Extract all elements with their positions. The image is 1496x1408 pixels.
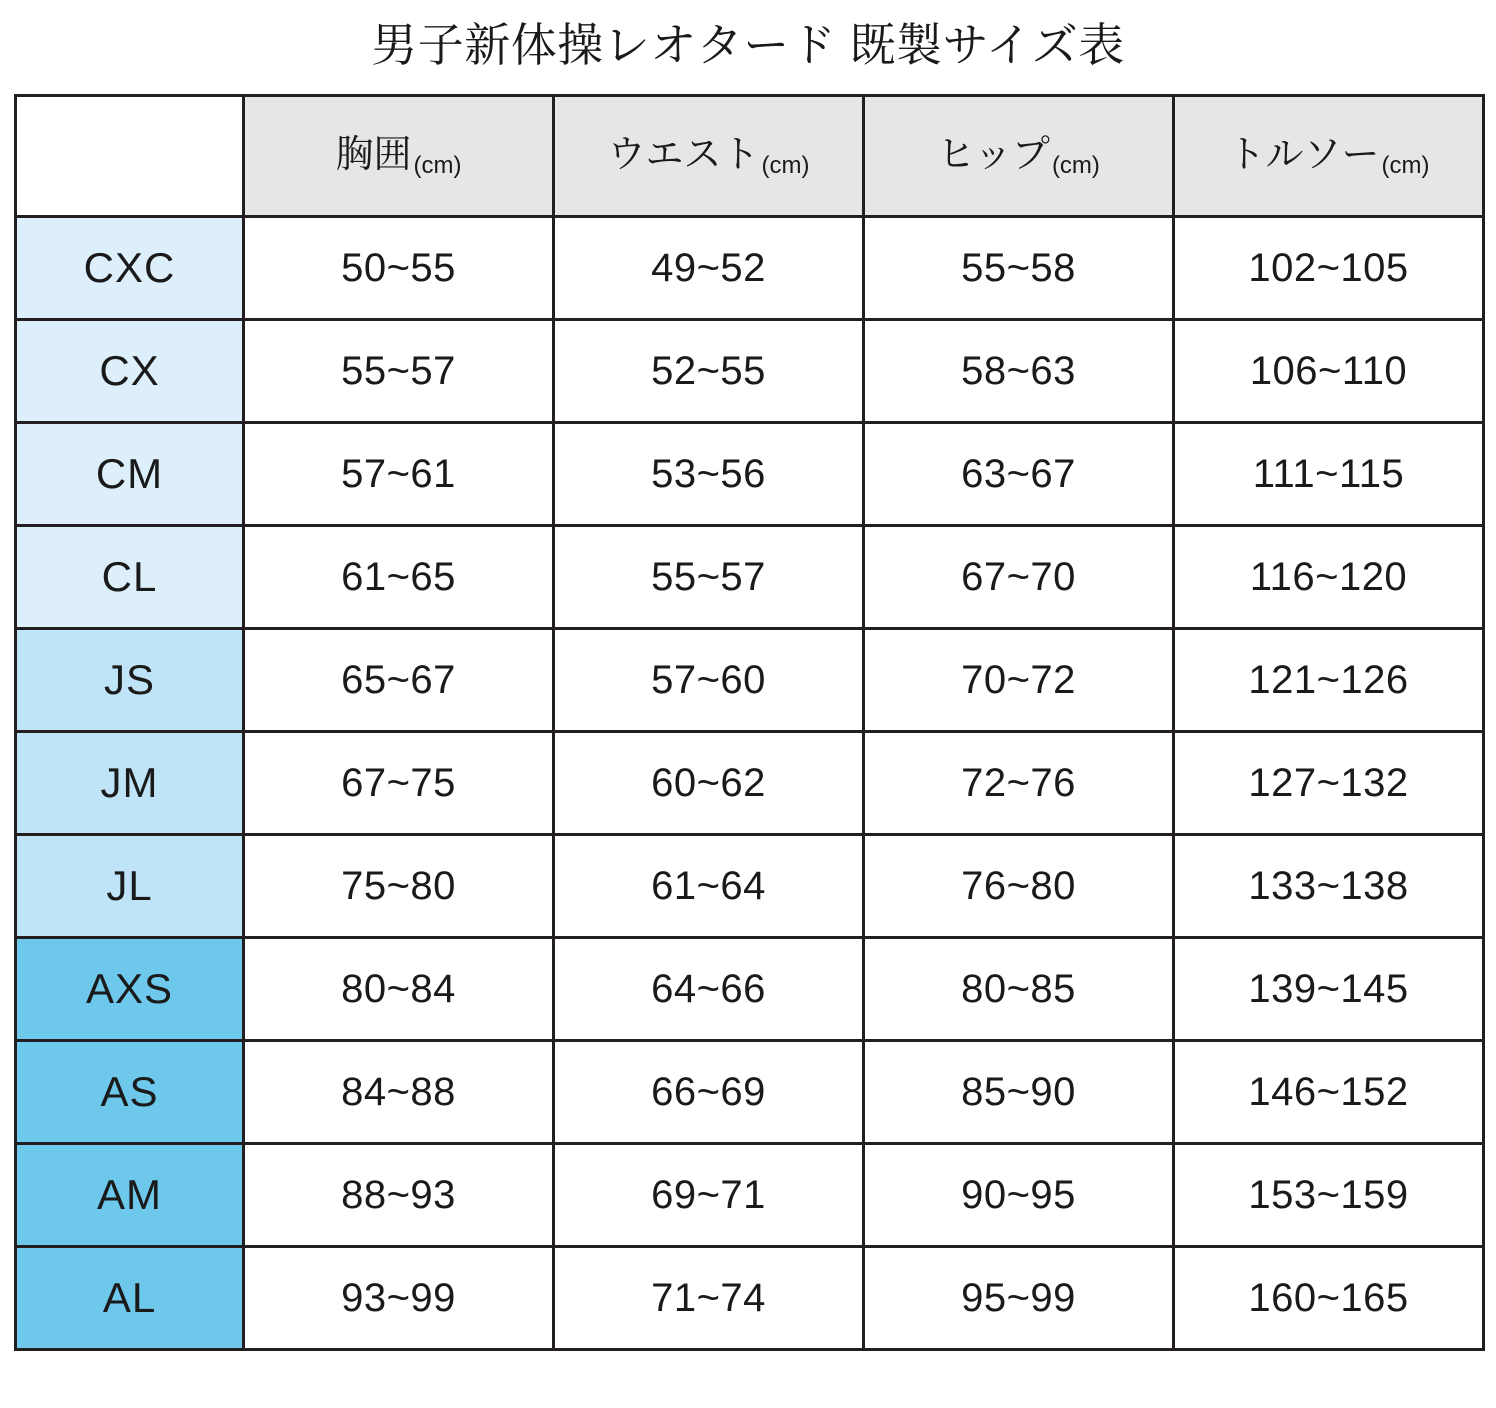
cell-torso: 153~159 (1174, 1144, 1484, 1247)
column-header-torso-label: トルソー (1227, 134, 1380, 177)
cell-waist: 64~66 (554, 938, 864, 1041)
cell-torso: 146~152 (1174, 1041, 1484, 1144)
cell-waist: 53~56 (554, 423, 864, 526)
cell-waist: 57~60 (554, 629, 864, 732)
table-row (16, 938, 1484, 1041)
table-header (16, 96, 1484, 217)
cell-hip: 95~99 (864, 1247, 1174, 1350)
cell-torso: 102~105 (1174, 217, 1484, 320)
table-row (16, 1247, 1484, 1350)
cell-torso: 116~120 (1174, 526, 1484, 629)
size-label: CX (16, 320, 244, 423)
cell-waist: 61~64 (554, 835, 864, 938)
size-label: CL (16, 526, 244, 629)
cell-bust: 67~75 (244, 732, 554, 835)
cell-bust: 80~84 (244, 938, 554, 1041)
size-label: CM (16, 423, 244, 526)
column-header-waist-unit: (cm) (761, 152, 810, 180)
table-row (16, 320, 1484, 423)
cell-bust: 57~61 (244, 423, 554, 526)
size-label: AXS (16, 938, 244, 1041)
column-header-hip (864, 96, 1174, 217)
cell-bust: 84~88 (244, 1041, 554, 1144)
cell-waist: 71~74 (554, 1247, 864, 1350)
column-header-hip-label: ヒップ (937, 134, 1050, 177)
cell-hip: 67~70 (864, 526, 1174, 629)
cell-waist: 69~71 (554, 1144, 864, 1247)
cell-hip: 63~67 (864, 423, 1174, 526)
cell-bust: 88~93 (244, 1144, 554, 1247)
column-header-bust (244, 96, 554, 217)
column-header-bust-label: 胸囲 (335, 134, 412, 177)
table-row (16, 1041, 1484, 1144)
cell-torso: 111~115 (1174, 423, 1484, 526)
cell-torso: 121~126 (1174, 629, 1484, 732)
size-label: JM (16, 732, 244, 835)
cell-hip: 90~95 (864, 1144, 1174, 1247)
table-row (16, 835, 1484, 938)
cell-bust: 61~65 (244, 526, 554, 629)
cell-hip: 70~72 (864, 629, 1174, 732)
cell-bust: 50~55 (244, 217, 554, 320)
table-body (16, 217, 1484, 1350)
cell-torso: 133~138 (1174, 835, 1484, 938)
size-table (14, 94, 1485, 1351)
column-header-torso-unit: (cm) (1381, 152, 1430, 180)
cell-hip: 72~76 (864, 732, 1174, 835)
cell-torso: 160~165 (1174, 1247, 1484, 1350)
size-label: AM (16, 1144, 244, 1247)
table-corner-cell (16, 96, 244, 217)
size-label: JS (16, 629, 244, 732)
size-label: AL (16, 1247, 244, 1350)
table-row (16, 1144, 1484, 1247)
cell-waist: 60~62 (554, 732, 864, 835)
cell-bust: 65~67 (244, 629, 554, 732)
cell-torso: 127~132 (1174, 732, 1484, 835)
size-label: CXC (16, 217, 244, 320)
cell-torso: 139~145 (1174, 938, 1484, 1041)
column-header-hip-unit: (cm) (1051, 152, 1100, 180)
column-header-waist-label: ウエスト (607, 134, 760, 177)
cell-bust: 55~57 (244, 320, 554, 423)
cell-waist: 55~57 (554, 526, 864, 629)
table-row (16, 526, 1484, 629)
table-row (16, 629, 1484, 732)
cell-torso: 106~110 (1174, 320, 1484, 423)
column-header-bust-unit: (cm) (413, 152, 462, 180)
column-header-torso (1174, 96, 1484, 217)
size-label: AS (16, 1041, 244, 1144)
table-row (16, 217, 1484, 320)
table-row (16, 423, 1484, 526)
page-title: 男子新体操レオタード 既製サイズ表 (371, 19, 1125, 71)
size-label: JL (16, 835, 244, 938)
cell-hip: 85~90 (864, 1041, 1174, 1144)
cell-bust: 93~99 (244, 1247, 554, 1350)
column-header-waist (554, 96, 864, 217)
cell-waist: 52~55 (554, 320, 864, 423)
cell-hip: 80~85 (864, 938, 1174, 1041)
cell-hip: 55~58 (864, 217, 1174, 320)
cell-waist: 66~69 (554, 1041, 864, 1144)
cell-hip: 76~80 (864, 835, 1174, 938)
cell-bust: 75~80 (244, 835, 554, 938)
cell-hip: 58~63 (864, 320, 1174, 423)
cell-waist: 49~52 (554, 217, 864, 320)
table-row (16, 732, 1484, 835)
header-row (16, 96, 1484, 217)
